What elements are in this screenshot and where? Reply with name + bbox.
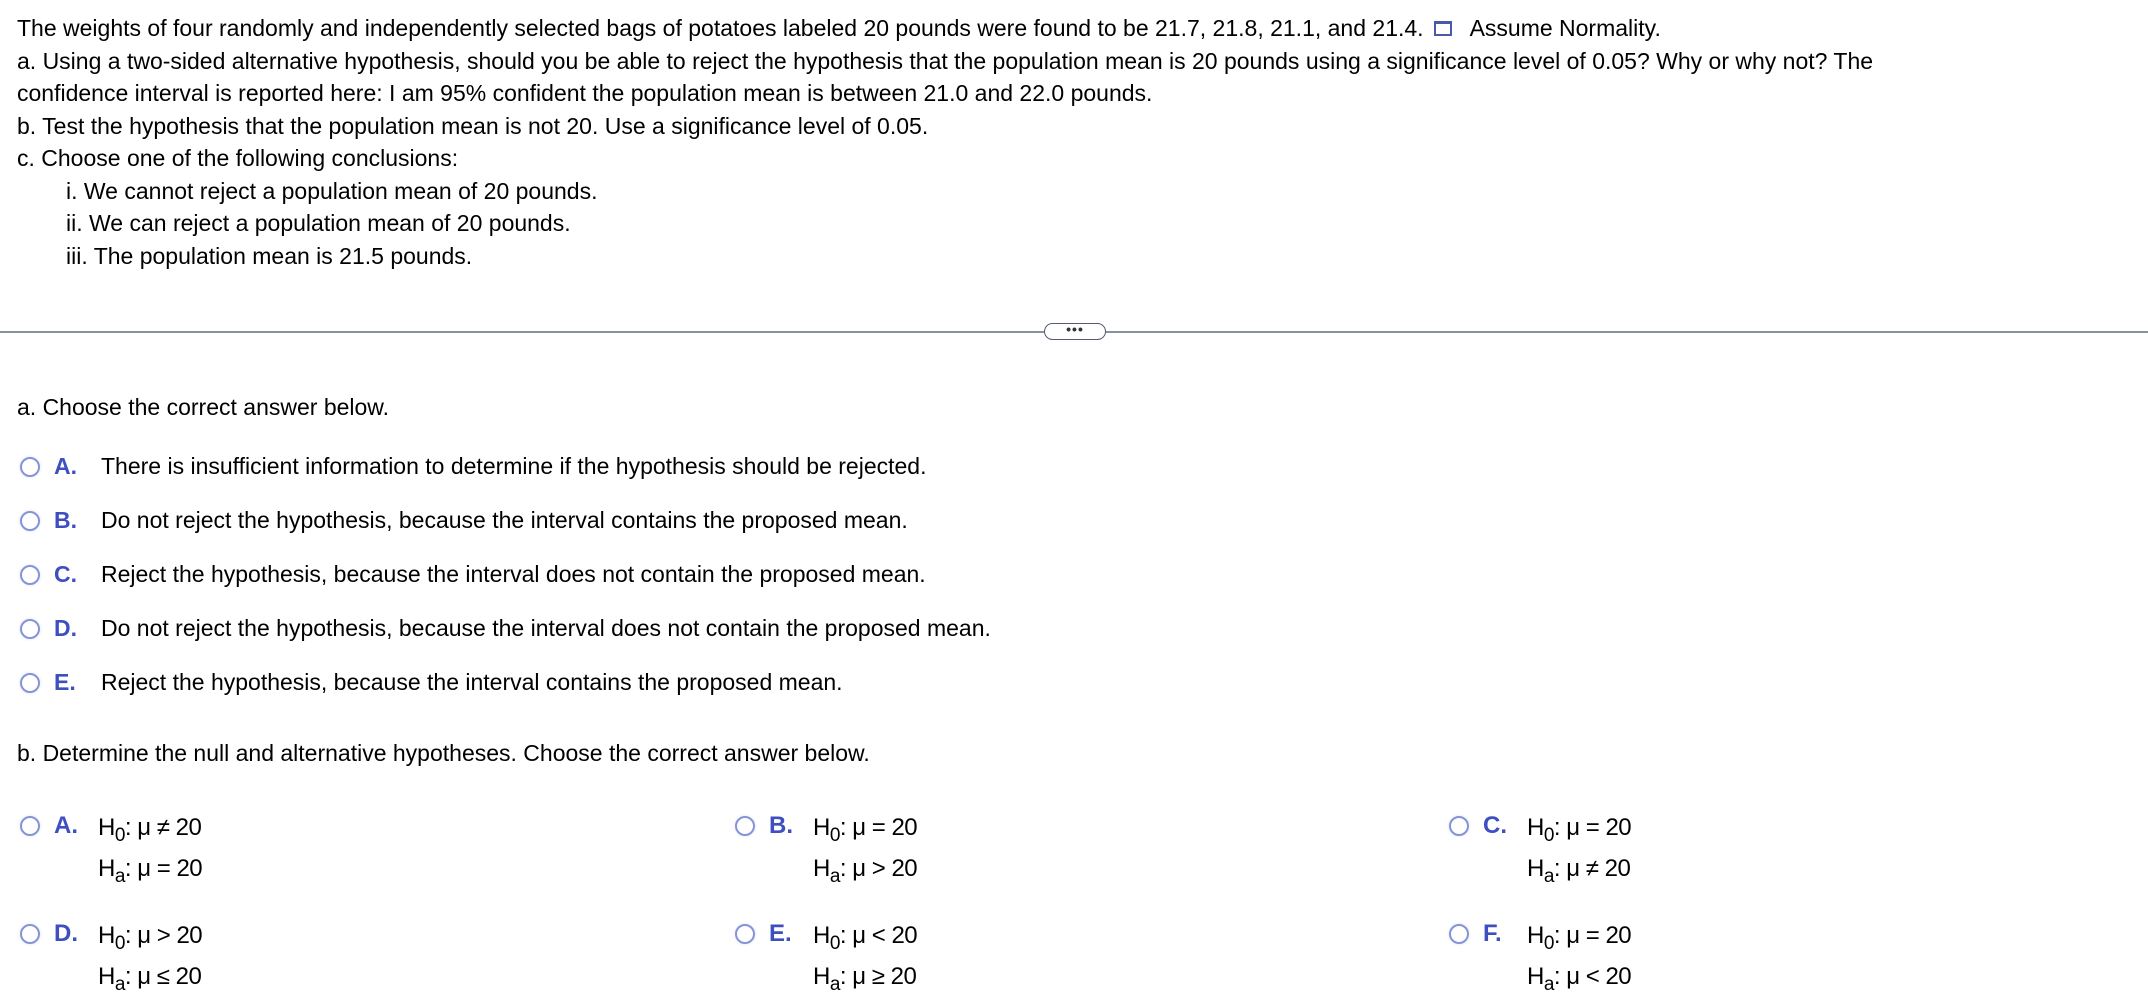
radio-button[interactable]	[1449, 816, 1469, 836]
conclusion-item: ii. We can reject a population mean of 20 pounds.	[66, 210, 571, 236]
option-letter: A.	[54, 812, 78, 839]
part-a-option-d[interactable]	[20, 615, 991, 642]
radio-button[interactable]	[20, 511, 40, 531]
question-line: The weights of four randomly and independently selected bags of potatoes labeled 20 pounds were found to be 21.7, 21.8, 21.1, and 21.4.	[17, 15, 1424, 41]
null-hypothesis: $H_0$: μ ≠ 20	[98, 814, 202, 846]
question-text	[17, 12, 2137, 272]
option-letter: C.	[1483, 812, 1507, 839]
radio-button[interactable]	[20, 816, 40, 836]
part-b-option-e[interactable]	[735, 920, 917, 997]
option-text: Reject the hypothesis, because the interval does not contain the proposed mean.	[101, 561, 926, 587]
null-hypothesis: $H_0$: μ = 20	[1527, 814, 1632, 846]
question-line: Assume Normality.	[1469, 15, 1661, 41]
radio-button[interactable]	[20, 457, 40, 477]
question-line: a. Using a two-sided alternative hypothesis, should you be able to reject the hypothesis that the population mean is 20 pounds using a significance level of 0.05? Why or why not? The	[17, 47, 1874, 74]
radio-button[interactable]	[20, 565, 40, 585]
part-a-option-c[interactable]	[20, 561, 926, 588]
option-letter: D.	[54, 920, 78, 947]
alt-hypothesis: $H_a$: μ ≤ 20	[98, 963, 202, 995]
part-b-prompt: b. Determine the null and alternative hypotheses. Choose the correct answer below.	[17, 740, 870, 766]
null-hypothesis: $H_0$: μ = 20	[1527, 922, 1632, 954]
part-b-option-c[interactable]	[1449, 812, 1631, 889]
alt-hypothesis: $H_a$: μ < 20	[1527, 963, 1632, 995]
part-a-option-a[interactable]	[20, 453, 926, 480]
part-a-option-e[interactable]	[20, 669, 843, 696]
radio-button[interactable]	[1449, 924, 1469, 944]
null-hypothesis: $H_0$: μ < 20	[813, 922, 918, 954]
option-letter: E.	[54, 669, 76, 695]
null-hypothesis: $H_0$: μ = 20	[813, 814, 918, 846]
question-line: confidence interval is reported here: I am 95% confident the population mean is between 21.0 and 22.0 pounds.	[17, 80, 1153, 106]
option-letter: C.	[54, 561, 77, 587]
conclusion-item: iii. The population mean is 21.5 pounds.	[66, 242, 473, 269]
part-b-option-f[interactable]	[1449, 920, 1631, 997]
radio-button[interactable]	[735, 924, 755, 944]
expand-more-button[interactable]: •••	[1044, 323, 1106, 340]
option-text: There is insufficient information to determine if the hypothesis should be rejected.	[101, 453, 927, 479]
part-b-option-a[interactable]	[20, 812, 202, 889]
question-line: b. Test the hypothesis that the population mean is not 20. Use a significance level of 0.05.	[17, 112, 929, 139]
radio-button[interactable]	[20, 924, 40, 944]
question-line: c. Choose one of the following conclusions:	[17, 145, 459, 171]
alt-hypothesis: $H_a$: μ ≥ 20	[813, 963, 917, 995]
option-text: Reject the hypothesis, because the interval contains the proposed mean.	[101, 669, 843, 695]
option-letter: D.	[54, 615, 77, 641]
option-letter: F.	[1483, 920, 1502, 947]
option-letter: B.	[54, 507, 77, 533]
option-letter: E.	[769, 920, 792, 947]
alt-hypothesis: $H_a$: μ ≠ 20	[1527, 855, 1631, 887]
radio-button[interactable]	[20, 619, 40, 639]
part-a-option-b[interactable]	[20, 507, 908, 534]
alt-hypothesis: $H_a$: μ = 20	[98, 855, 203, 887]
alt-hypothesis: $H_a$: μ > 20	[813, 855, 918, 887]
option-text: Do not reject the hypothesis, because the interval contains the proposed mean.	[101, 507, 908, 533]
part-b-option-d[interactable]	[20, 920, 202, 997]
part-b-option-b[interactable]	[735, 812, 917, 889]
part-a-prompt: a. Choose the correct answer below.	[17, 394, 390, 420]
radio-button[interactable]	[20, 673, 40, 693]
radio-button[interactable]	[735, 816, 755, 836]
null-hypothesis: $H_0$: μ > 20	[98, 922, 203, 954]
option-letter: B.	[769, 812, 793, 839]
option-letter: A.	[54, 453, 77, 479]
copy-data-icon[interactable]	[1434, 21, 1454, 37]
option-text: Do not reject the hypothesis, because the interval does not contain the proposed mean.	[101, 615, 991, 641]
conclusion-item: i. We cannot reject a population mean of 20 pounds.	[66, 177, 598, 204]
